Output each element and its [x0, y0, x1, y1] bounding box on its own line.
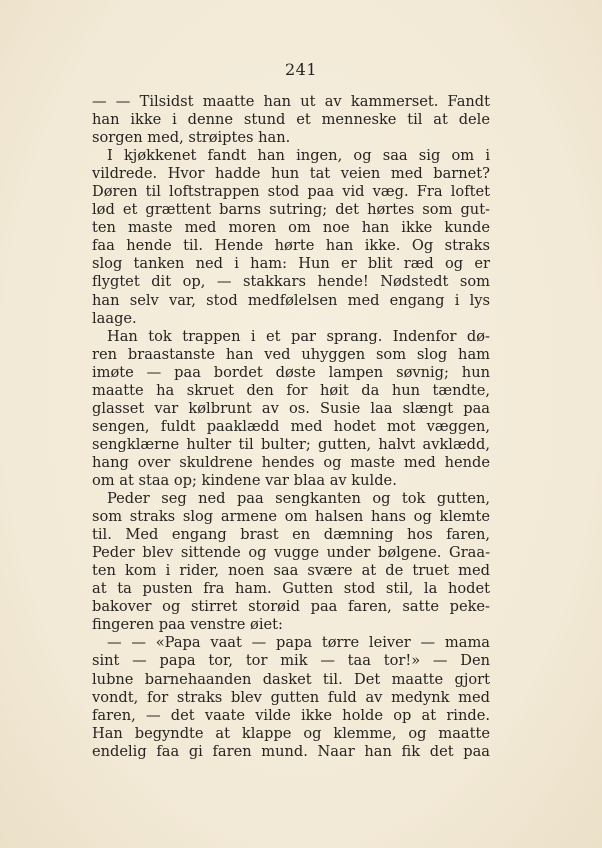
- text-line: fingeren paa venstre øiet:: [92, 616, 283, 634]
- text-line: faa hende til. Hende hørte han ikke. Og straks: [92, 237, 490, 255]
- text-line: han ikke i denne stund et menneske til at dele: [92, 111, 490, 129]
- text-line: som straks slog armene om halsen hans og klemte: [92, 508, 490, 526]
- text-line: han selv var, stod medfølelsen med engang i lys: [92, 291, 490, 309]
- body-text: [92, 93, 490, 761]
- text-line: Døren til loftstrappen stod paa vid væg. Fra loftet: [92, 183, 490, 201]
- text-line: sengklærne hulter til bulter; gutten, halvt avklædd,: [92, 435, 490, 453]
- page-number: 241: [284, 60, 318, 79]
- text-line: — — Tilsidst maatte han ut av kammerset. Fandt: [92, 93, 490, 110]
- text-line: hang over skuldrene hendes og maste med hende: [92, 453, 490, 471]
- text-line: bakover og stirret storøid paa faren, satte peke-: [92, 598, 490, 616]
- text-line: vondt, for straks blev gutten fuld av medynk med: [92, 688, 490, 706]
- text-line: slog tanken ned i ham: Hun er blit ræd og er: [92, 255, 490, 273]
- text-line: — — «Papa vaat — papa tørre leiver — mama: [107, 634, 490, 652]
- text-line: Han tok trappen i et par sprang. Indenfor dø-: [107, 327, 490, 345]
- text-line: til. Med engang brast en dæmning hos faren,: [92, 526, 490, 544]
- text-line: ren braastanste han ved uhyggen som slog ham: [92, 345, 490, 363]
- text-line: Han begyndte at klappe og klemme, og maatte: [92, 724, 490, 742]
- text-line: glasset var kølbrunt av os. Susie laa slængt paa: [92, 399, 490, 417]
- text-line: lubne barnehaanden dasket til. Det maatte gjort: [92, 670, 490, 688]
- text-line: laage.: [92, 309, 137, 327]
- text-line: om at staa op; kindene var blaa av kulde.: [92, 471, 397, 489]
- text-line: sint — papa tor, tor mik — taa tor!» — Den: [92, 652, 490, 670]
- text-line: imøte — paa bordet døste lampen søvnig; hun: [92, 363, 490, 381]
- text-line: Peder seg ned paa sengkanten og tok gutten,: [107, 490, 490, 508]
- text-line: faren, — det vaate vilde ikke holde op at rinde.: [92, 706, 490, 724]
- text-line: endelig faa gi faren mund. Naar han fik det paa: [92, 742, 490, 760]
- text-line: ten kom i rider, noen saa svære at de truet med: [92, 562, 490, 580]
- text-line: I kjøkkenet fandt han ingen, og saa sig om i: [107, 147, 490, 165]
- text-line: at ta pusten fra ham. Gutten stod stil, la hodet: [92, 580, 490, 598]
- text-line: flygtet dit op, — stakkars hende! Nødstedt som: [92, 273, 490, 291]
- text-line: Peder blev sittende og vugge under bølgene. Graa-: [92, 544, 490, 562]
- text-line: ten maste med moren om noe han ikke kunde: [92, 219, 490, 237]
- text-line: maatte ha skruet den for høit da hun tændte,: [92, 381, 490, 399]
- text-line: sengen, fuldt paaklædd med hodet mot væggen,: [92, 417, 490, 435]
- text-line: vildrede. Hvor hadde hun tat veien med barnet?: [92, 165, 490, 183]
- text-line: lød et grættent barns sutring; det hørtes som gut-: [92, 201, 490, 219]
- text-line: sorgen med, strøiptes han.: [92, 129, 291, 147]
